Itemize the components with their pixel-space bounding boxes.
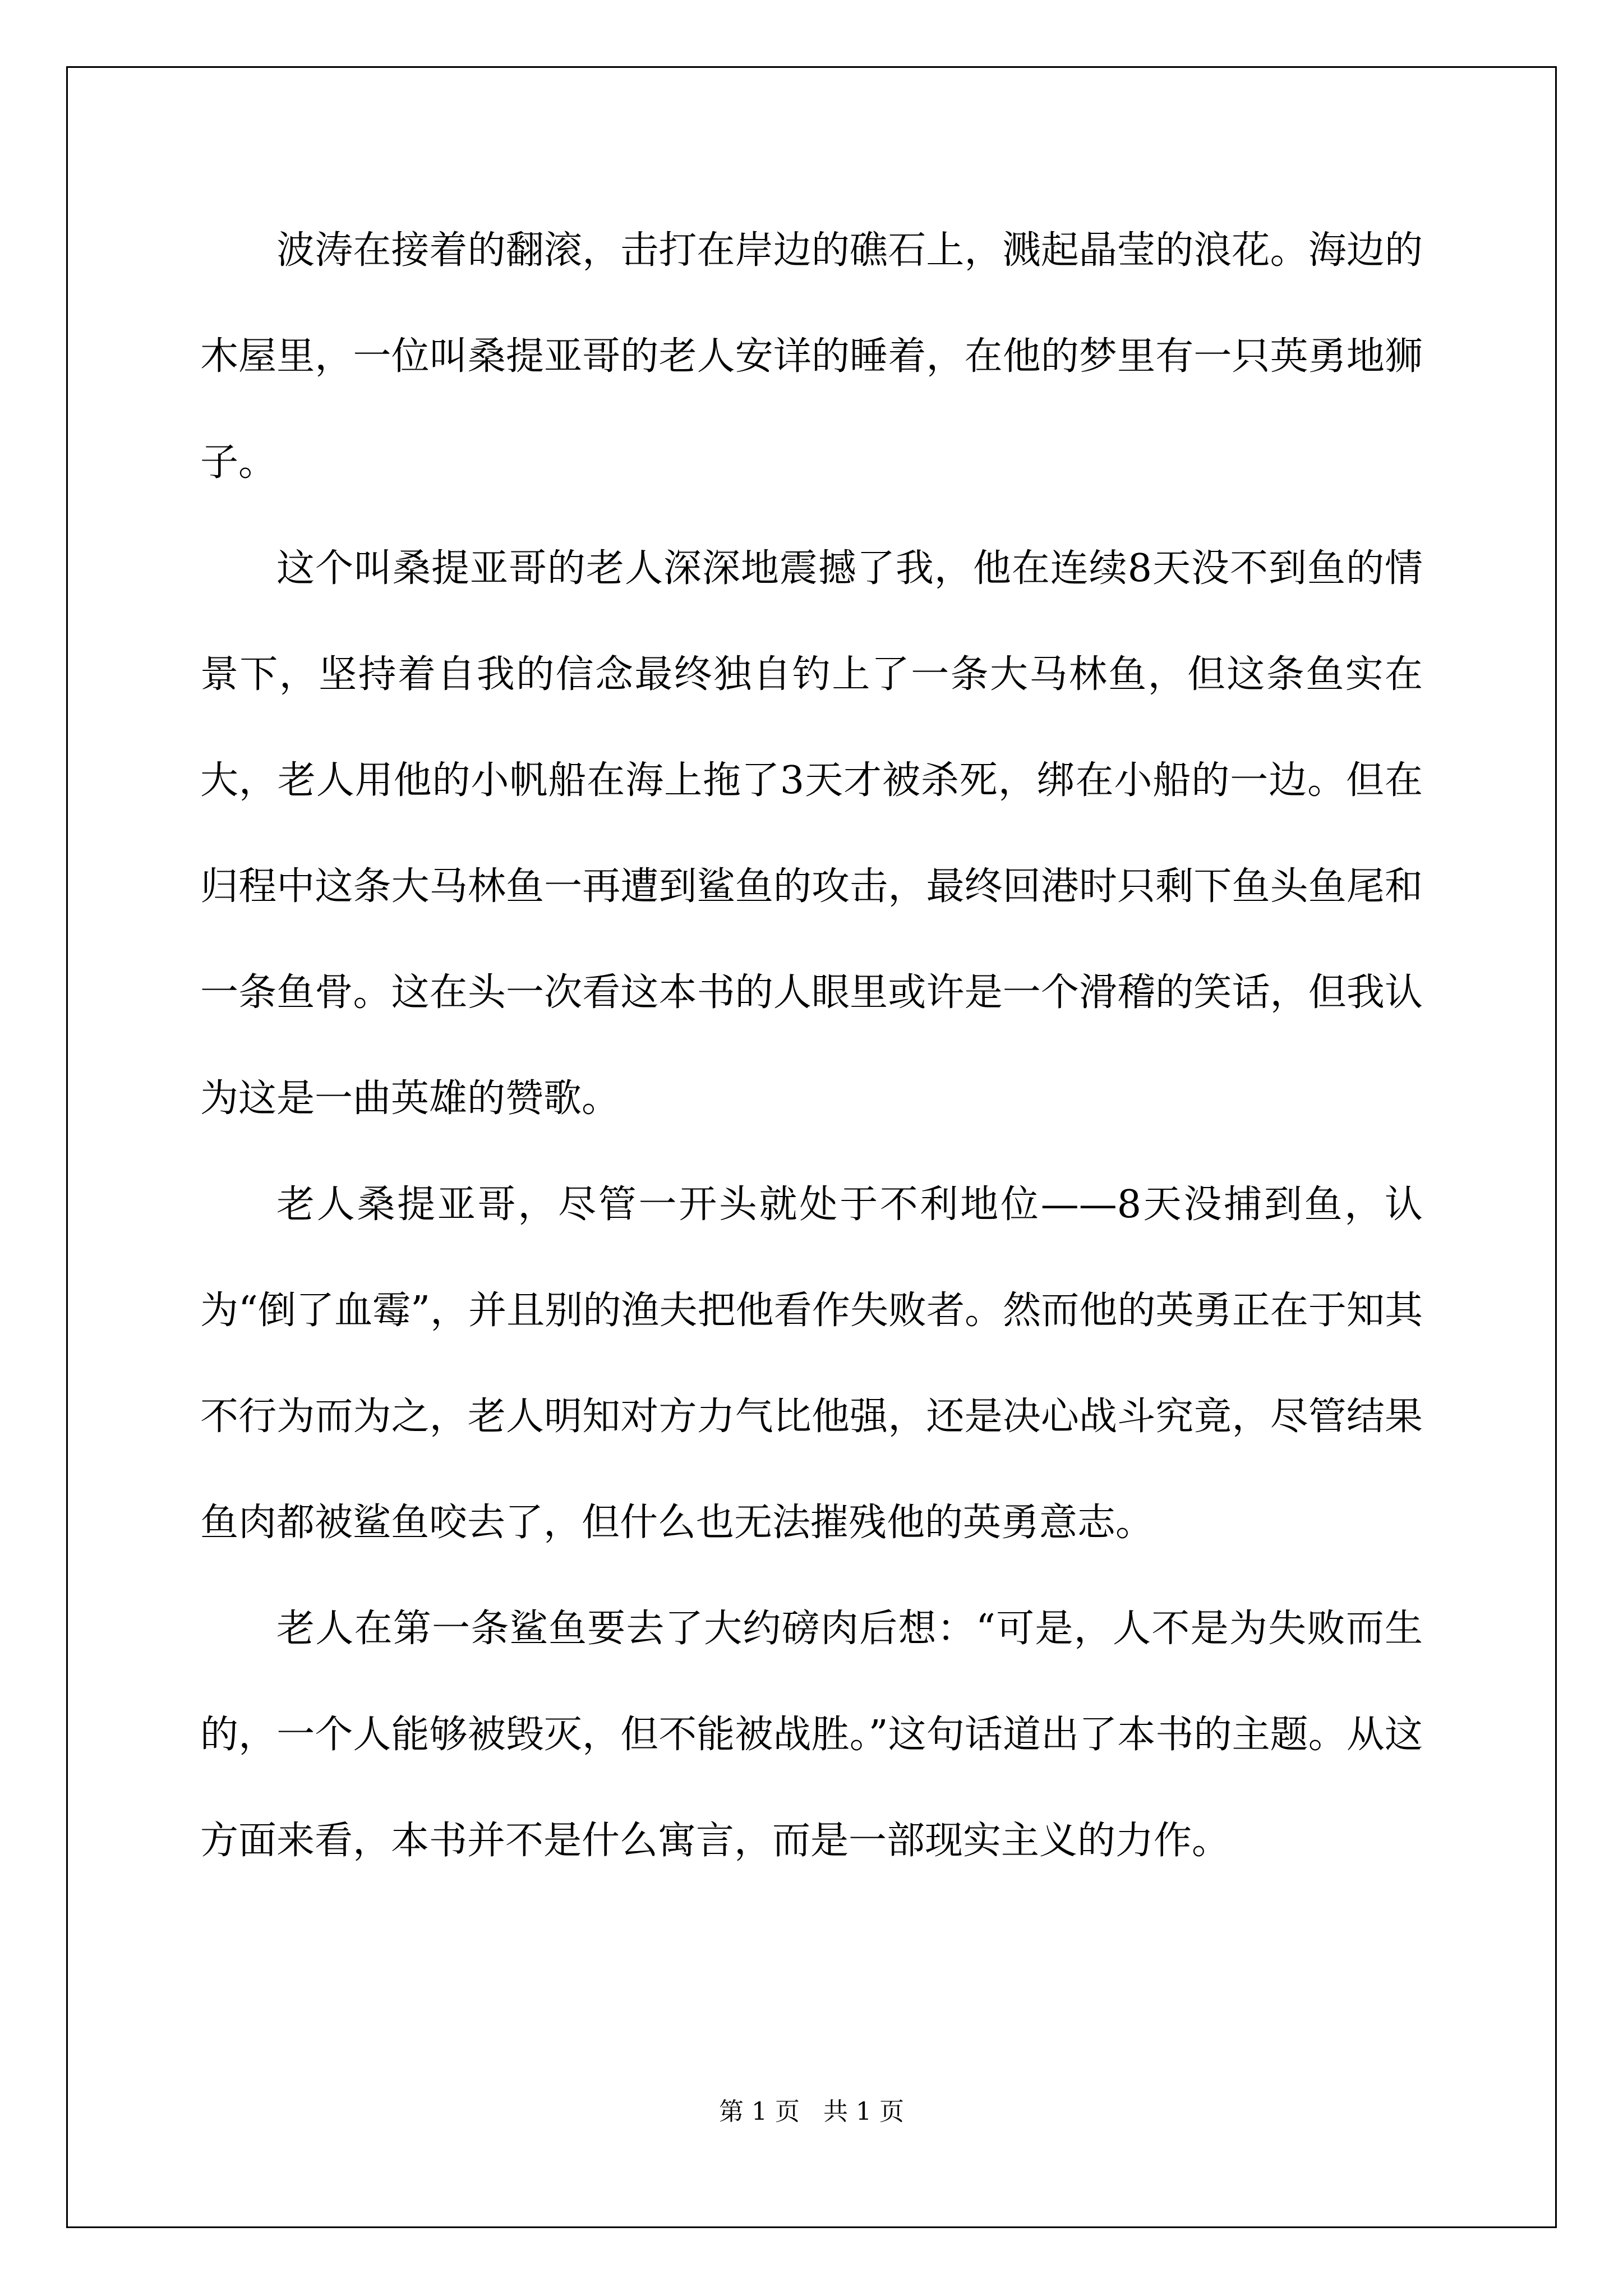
paragraph-4: 老人在第一条鲨鱼要去了大约磅肉后想：“可是，人不是为失败而生的，一个人能够被毁灭，但不能被战胜。”这句话道出了本书的主题。从这方面来看，本书并不是什么寓言，而是一部现实主义的力作。	[200, 1607, 1423, 1863]
paragraph-3: 老人桑提亚哥，尽管一开头就处于不利地位——8天没捕到鱼，认为“倒了血霉”，并且别的渔夫把他看作失败者。然而他的英勇正在于知其不行为而为之，老人明知对方力气比他强，还是决心战斗究竟，尽管结果鱼肉都被鲨鱼咬去了，但什么也无法摧残他的英勇意志。	[200, 1182, 1423, 1545]
paragraph-1: 波涛在接着的翻滚，击打在岸边的礁石上，溅起晶莹的浪花。海边的木屋里，一位叫桑提亚哥的老人安详的睡着，在他的梦里有一只英勇地狮子。	[200, 228, 1423, 485]
document-body	[200, 197, 1423, 1894]
page-footer: 第 1 页 共 1 页	[719, 2097, 904, 2126]
paragraph-2: 这个叫桑提亚哥的老人深深地震撼了我，他在连续8天没不到鱼的情景下，坚持着自我的信念最终独自钓上了一条大马林鱼，但这条鱼实在大，老人用他的小帆船在海上拖了3天才被杀死，绑在小船的一边。但在归程中这条大马林鱼一再遭到鲨鱼的攻击，最终回港时只剩下鱼头鱼尾和一条鱼骨。这在头一次看这本书的人眼里或许是一个滑稽的笑话，但我认为这是一曲英雄的赞歌。	[200, 546, 1423, 1121]
